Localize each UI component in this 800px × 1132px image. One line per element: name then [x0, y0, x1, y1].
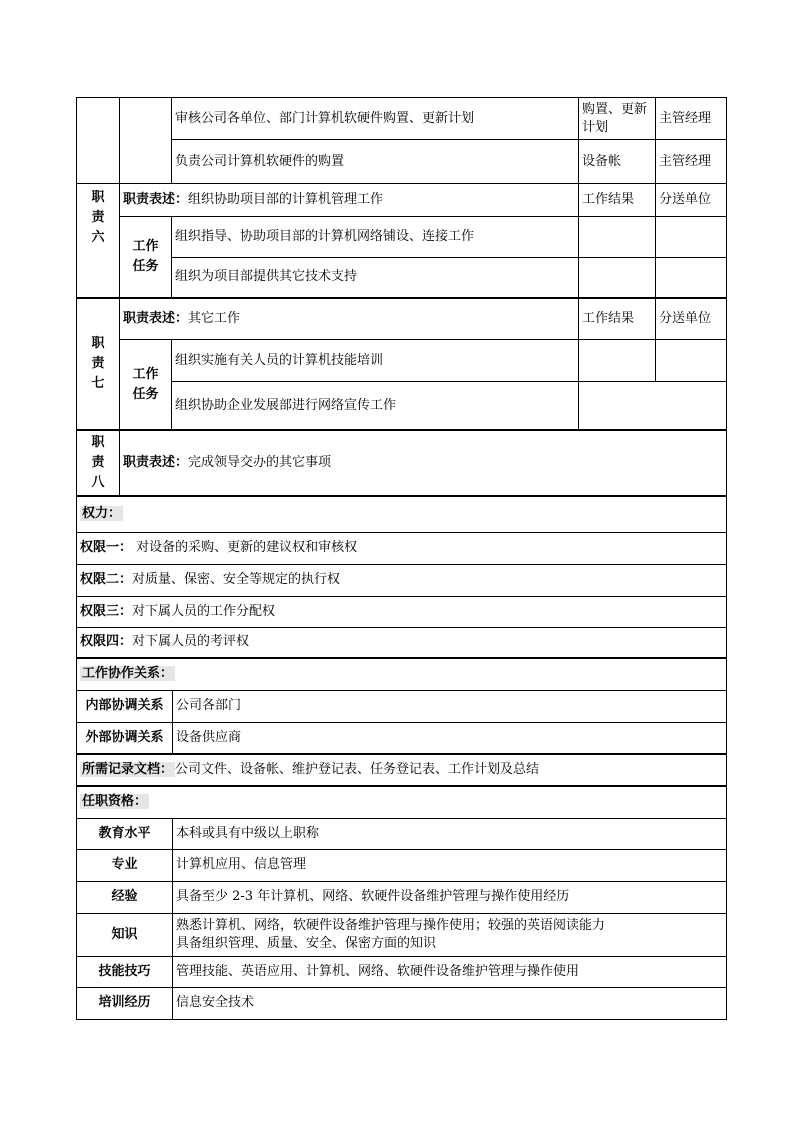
qualification-value-skills: 管理技能、英语应用、计算机、网络、软硬件设备维护管理与操作使用: [173, 956, 727, 987]
authority-title-cell: [77, 496, 727, 532]
qualification-value-major: 计算机应用、信息管理: [173, 849, 727, 881]
duty5-task-1-recipient: 主管经理: [656, 98, 727, 140]
table-row: [77, 298, 727, 340]
duty8-label-line: 职: [91, 435, 105, 450]
table-row: [77, 881, 727, 913]
duties-table: [76, 97, 727, 430]
table-row: [77, 140, 727, 184]
duty5-task-2-recipient: 主管经理: [656, 140, 727, 184]
table-row: [77, 690, 727, 722]
duty6-label: [77, 184, 120, 298]
qualification-value-knowledge: [173, 913, 727, 956]
cooperation-title-cell: [77, 658, 727, 690]
authority-item-label: 权限一：: [80, 540, 133, 555]
table-row: [77, 627, 727, 658]
authority-item-label: 权限二：: [80, 572, 133, 587]
authority-item-text: 对下属人员的工作分配权: [132, 603, 276, 619]
qualification-label-education: 教育水平: [77, 818, 173, 849]
qualification-value-education: 本科或具有中级以上职称: [173, 818, 727, 849]
duty6-task-2-recipient: [656, 258, 727, 298]
duty7-task-1-recipient: [656, 340, 727, 382]
qualification-value-experience: 具备至少 2-3 年计算机、网络、软硬件设备维护管理与操作使用经历: [173, 881, 727, 913]
duty7-statement: [120, 298, 579, 340]
duty8-statement-text: 完成领导交办的其它事项: [188, 455, 332, 470]
external-coordination-value: 设备供应商: [173, 722, 727, 754]
qualification-value-training: 信息安全技术: [173, 987, 727, 1019]
job-description-page: [76, 97, 726, 1020]
duty6-task-label-line: 任务: [132, 258, 159, 274]
duty7-result-header: 工作结果: [579, 298, 656, 340]
qualifications-title: 任职资格：: [82, 794, 148, 810]
internal-coordination-label: 内部协调关系: [77, 690, 173, 722]
duty5-task-2: 负责公司计算机软硬件的购置: [172, 140, 579, 184]
table-row: [77, 564, 727, 596]
duty7-label-line: 责: [91, 355, 105, 371]
duty8-label-line: 责: [91, 455, 105, 470]
table-row: [77, 532, 727, 564]
duty6-task-1: 组织指导、协助项目部的计算机网络铺设、连接工作: [172, 217, 579, 258]
table-row: [77, 382, 727, 430]
table-row: [77, 596, 727, 627]
duty6-task-label-line: 工作: [132, 238, 159, 254]
qualification-label-major: 专业: [77, 849, 173, 881]
table-row: [77, 849, 727, 881]
table-row: [77, 956, 727, 987]
table-row: [77, 496, 727, 532]
table-row: [77, 722, 727, 754]
duty6-label-line: 职: [91, 190, 105, 205]
qualification-knowledge-line: 具备组织管理、质量、安全、保密方面的知识: [176, 935, 437, 951]
duty6-statement-text: 组织协助项目部的计算机管理工作: [188, 192, 384, 207]
duty7-task-2: 组织协助企业发展部进行网络宣传工作: [172, 382, 579, 430]
duty7-label-line: 七: [91, 375, 105, 391]
duty6-task-1-recipient: [656, 217, 727, 258]
duty7-label: [77, 298, 120, 430]
records-cell: [77, 754, 727, 786]
table-row: [77, 430, 727, 496]
duty7-statement-text: 其它工作: [188, 310, 241, 326]
table-row: [77, 340, 727, 382]
cooperation-title: 工作协作关系：: [82, 666, 174, 682]
duty7-task-label-line: 任务: [132, 386, 159, 402]
duty6-result-header: 工作结果: [579, 184, 656, 217]
authority-item-3: [77, 596, 727, 627]
internal-coordination-value: 公司各部门: [173, 690, 727, 722]
qualification-label-skills: 技能技巧: [77, 956, 173, 987]
duty8-label-line: 八: [91, 475, 105, 490]
general-table: [76, 429, 727, 1020]
table-row: [77, 786, 727, 818]
table-row: [77, 913, 727, 956]
authority-item-text: 对设备的采购、更新的建议权和审核权: [132, 540, 358, 555]
authority-item-2: [77, 564, 727, 596]
duty7-label-line: 职: [91, 335, 105, 351]
duty5-task-label-cell: [120, 98, 172, 184]
duty5-task-1-result: 购置、更新计划: [579, 98, 656, 140]
qualification-label-knowledge: 知识: [77, 913, 173, 956]
duty7-task-label: [120, 340, 172, 430]
duty5-task-2-result: 设备帐: [579, 140, 656, 184]
duty7-task-label-line: 工作: [132, 366, 159, 382]
duty7-recipient-header: 分送单位: [656, 298, 727, 340]
table-row: [77, 258, 727, 298]
duty6-statement-label: 职责表述：: [123, 192, 189, 207]
table-row: [77, 818, 727, 849]
authority-item-4: [77, 627, 727, 658]
duty5-task-1: 审核公司各单位、部门计算机软硬件购置、更新计划: [172, 98, 579, 140]
external-coordination-label: 外部协调关系: [77, 722, 173, 754]
duty7-task-1: 组织实施有关人员的计算机技能培训: [172, 340, 579, 382]
duty6-label-line: 六: [91, 230, 105, 245]
qualification-knowledge-line: 熟悉计算机、网络，软硬件设备维护管理与操作使用；较强的英语阅读能力: [176, 917, 606, 933]
qualification-label-training: 培训经历: [77, 987, 173, 1019]
table-row: [77, 98, 727, 140]
duty5-label-cell: [77, 98, 120, 184]
duty6-task-1-result: [579, 217, 656, 258]
authority-item-label: 权限四：: [80, 634, 133, 650]
table-row: [77, 754, 727, 786]
duty6-statement: [120, 184, 579, 217]
records-label: 所需记录文档：: [82, 762, 174, 777]
duty6-recipient-header: 分送单位: [656, 184, 727, 217]
authority-title: 权力：: [82, 506, 122, 522]
duty7-statement-label: 职责表述：: [123, 310, 189, 326]
duty7-task-1-result: [579, 340, 656, 382]
duty6-task-2-result: [579, 258, 656, 298]
duty8-statement-label: 职责表述：: [123, 455, 189, 470]
duty6-task-2: 组织为项目部提供其它技术支持: [172, 258, 579, 298]
authority-item-label: 权限三：: [80, 603, 133, 619]
records-text: 公司文件、设备帐、维护登记表、任务登记表、工作计划及总结: [175, 762, 540, 777]
table-row: [77, 987, 727, 1019]
duty8-label: [77, 430, 120, 496]
qualification-label-experience: 经验: [77, 881, 173, 913]
table-row: [77, 217, 727, 258]
authority-item-1: [77, 532, 727, 564]
qualifications-title-cell: [77, 786, 727, 818]
duty8-statement: [120, 430, 727, 496]
table-row: [77, 658, 727, 690]
authority-item-text: 对下属人员的考评权: [132, 634, 250, 650]
duty7-task-2-result: [579, 382, 727, 430]
duty6-task-label: [120, 217, 172, 298]
table-row: [77, 184, 727, 217]
duty6-label-line: 责: [91, 210, 105, 225]
authority-item-text: 对质量、保密、安全等规定的执行权: [132, 572, 341, 587]
